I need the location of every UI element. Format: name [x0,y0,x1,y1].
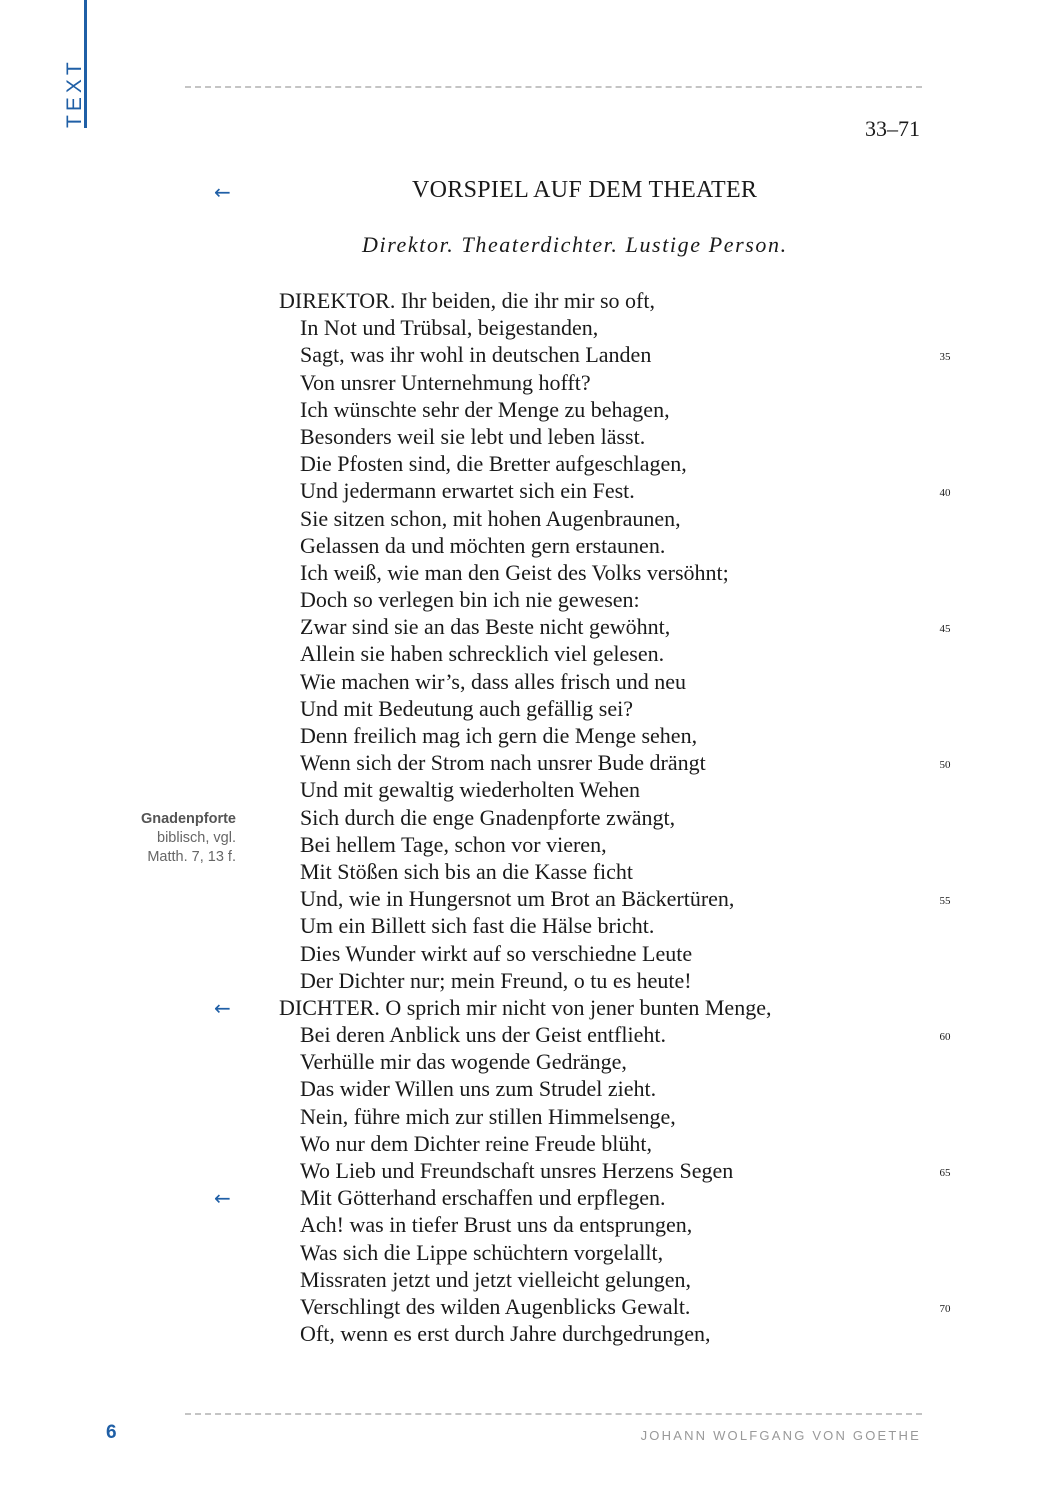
verse-line: Ich weiß, wie man den Geist des Volks versöhnt; [300,559,729,585]
verse-line: Und mit Bedeutung auch gefällig sei? [300,695,633,721]
bottom-dashed-divider [185,1413,922,1415]
verse-line: Und mit gewaltig wiederholten Wehen [300,777,640,803]
verse-line: Verhülle mir das wogende Gedränge, [300,1049,627,1075]
scene-title: VORSPIEL AUF DEM THEATER [412,177,758,203]
verse-line: Wie machen wir’s, dass alles frisch und neu [300,668,687,694]
verse-line: DIREKTOR. Ihr beiden, die ihr mir so oft, [279,288,655,313]
gloss-text: biblisch, vgl. [157,830,236,846]
verse-line: Was sich die Lippe schüchtern vorgelallt, [300,1239,664,1265]
verse-line: Verschlingt des wilden Augenblicks Gewalt. [300,1293,691,1319]
verse-line: Gelassen da und möchten gern erstaunen. [300,532,666,558]
gloss-term: Gnadenpforte [140,811,236,827]
verse-block [279,287,919,1347]
verse-line: Wo Lieb und Freundschaft unsres Herzens Segen [300,1158,734,1183]
verse-line: Sich durch die enge Gnadenpforte zwängt, [300,804,676,830]
verse-line: DICHTER. O sprich mir nicht von jener bunten Menge, [279,994,772,1020]
line-number: 40 [939,487,951,500]
verse-line: Sie sitzen schon, mit hohen Augenbraunen, [300,505,681,531]
verse-line: Und, wie in Hungersnot um Brot an Bäckertüren, [300,886,735,912]
verse-range: 33–71 [865,116,920,141]
back-arrow-icon[interactable]: ← [214,1186,231,1210]
line-number: 45 [939,623,951,636]
verse-line: Bei deren Anblick uns der Geist entflieht. [300,1022,666,1048]
verse-line: Mit Stößen sich bis an die Kasse ficht [300,858,634,884]
line-number: 35 [939,351,951,364]
verse-line: Und jedermann erwartet sich ein Fest. [300,478,635,504]
back-arrow-icon[interactable]: ← [214,180,231,204]
running-footer-author: JOHANN WOLFGANG VON GOETHE [640,1428,921,1443]
verse-line: Bei hellem Tage, schon vor vieren, [300,831,607,857]
verse-line: Zwar sind sie an das Beste nicht gewöhnt, [300,614,671,640]
line-number: 60 [939,1031,951,1044]
line-number: 50 [939,759,951,772]
verse-line: Doch so verlegen bin ich nie gewesen: [300,587,640,613]
verse-line: Sagt, was ihr wohl in deutschen Landen [300,342,652,368]
verse-line: Mit Götterhand erschaffen und erpflegen. [300,1185,666,1211]
verse-line: Das wider Willen uns zum Strudel zieht. [300,1076,657,1102]
verse-line: In Not und Trübsal, beigestanden, [300,315,599,341]
back-arrow-icon[interactable]: ← [214,996,231,1020]
cast-list: Direktor. Theaterdichter. Lustige Person. [362,232,788,257]
gloss-text: Matth. 7, 13 f. [147,849,236,865]
section-tab: TEXT [63,58,86,128]
margin-gloss [141,810,236,867]
line-number: 55 [939,895,951,908]
verse-line: Allein sie haben schrecklich viel gelesen. [300,641,665,667]
verse-line: Nein, führe mich zur stillen Himmelsenge, [300,1103,676,1129]
verse-line: Besonders weil sie lebt und leben lässt. [300,423,646,449]
verse-line: Ach! was in tiefer Brust uns da entsprungen, [300,1212,693,1238]
top-dashed-divider [185,86,922,88]
line-number: 70 [939,1303,951,1316]
verse-line: Die Pfosten sind, die Bretter aufgeschlagen, [300,451,687,477]
verse-line: Dies Wunder wirkt auf so verschiedne Leute [300,940,693,966]
verse-line: Wo nur dem Dichter reine Freude blüht, [300,1130,652,1156]
page-number: 6 [106,1422,117,1443]
line-number: 65 [939,1167,951,1180]
verse-line: Wenn sich der Strom nach unsrer Bude drängt [300,750,706,776]
verse-line: Der Dichter nur; mein Freund, o tu es heute! [300,967,692,993]
verse-line: Ich wünschte sehr der Menge zu behagen, [300,396,670,422]
verse-line: Um ein Billett sich fast die Hälse bricht. [300,913,655,939]
verse-line: Denn freilich mag ich gern die Menge sehen, [300,723,698,748]
verse-line: Missraten jetzt und jetzt vielleicht gelungen, [300,1266,691,1292]
verse-line: Oft, wenn es erst durch Jahre durchgedrungen, [300,1321,711,1347]
verse-line: Von unsrer Unternehmung hofft? [300,369,591,395]
